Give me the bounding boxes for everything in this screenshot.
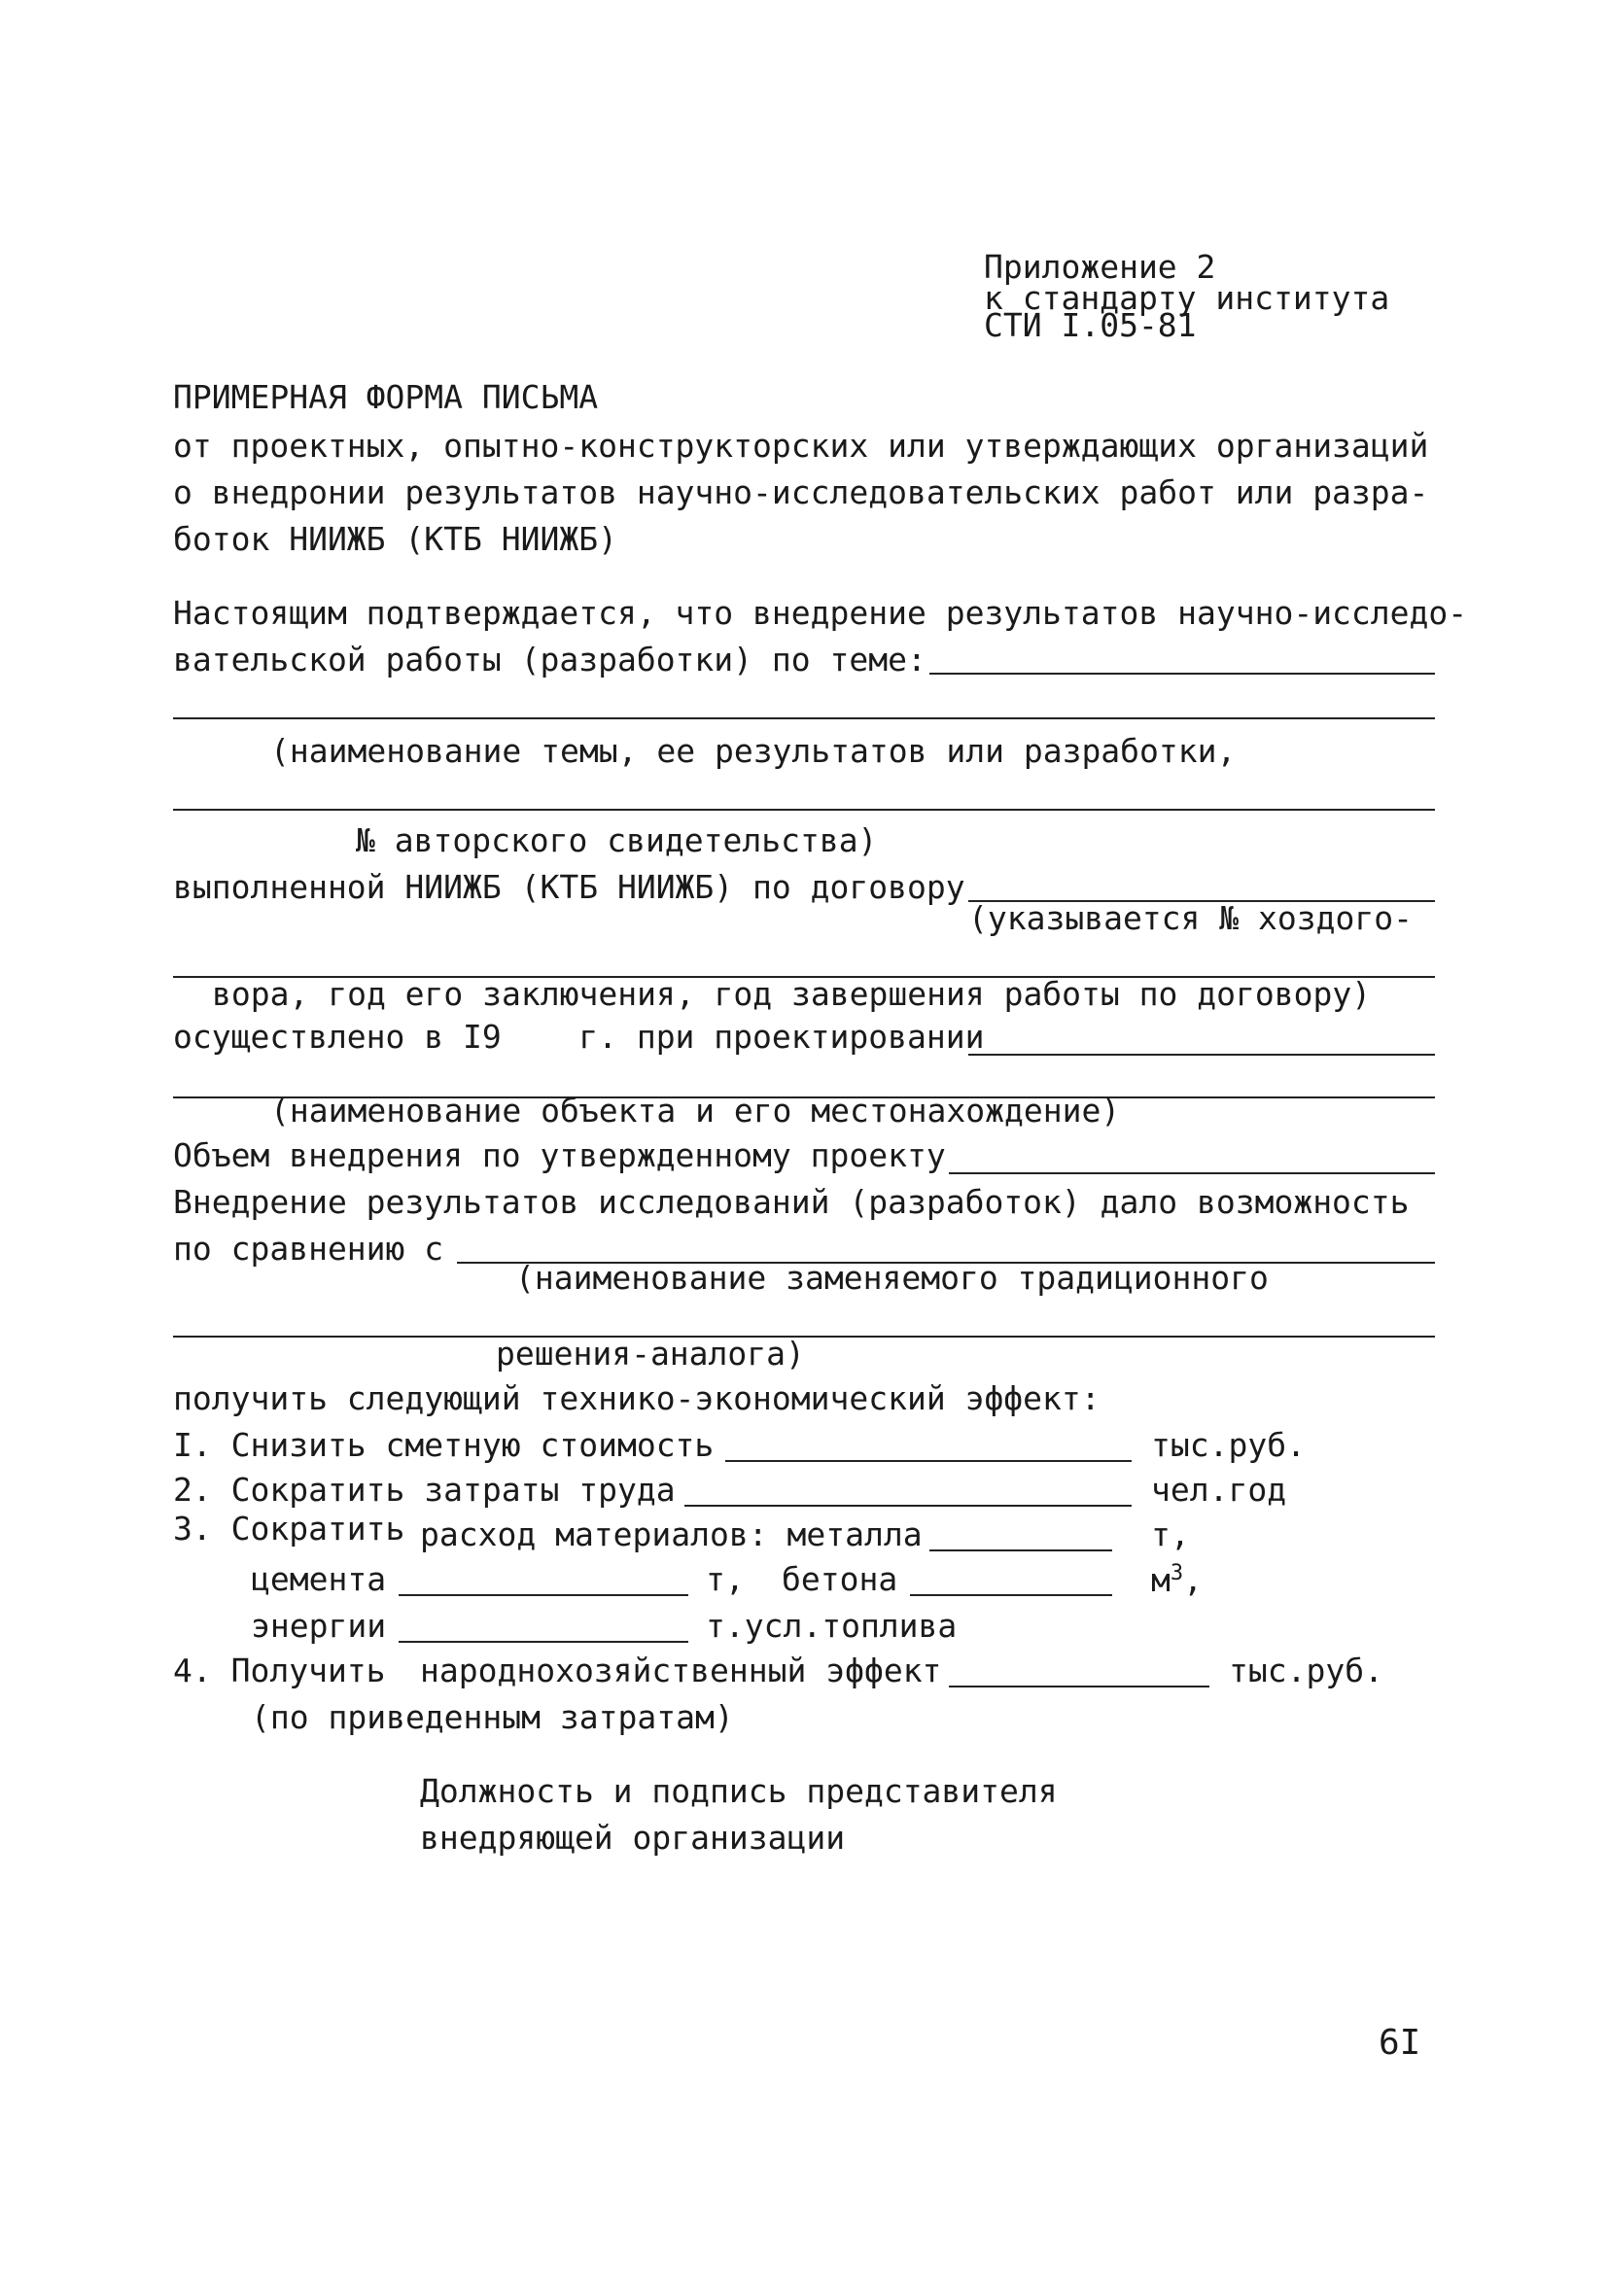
body-line-1: Настоящим подтверждается, что внедрение результатов научно-исследо-: [173, 594, 1468, 632]
item-4-label: 4. Получить: [173, 1652, 386, 1689]
page-number: 6I: [1379, 2023, 1421, 2063]
item-1-unit: тыс.руб.: [1151, 1426, 1306, 1464]
implemented-line: осуществлено в I9 г. при проектировании: [173, 1018, 985, 1056]
item-1-blank[interactable]: [725, 1460, 1132, 1462]
item-2-label: 2. Сократить затраты труда: [173, 1471, 676, 1509]
item-4-rest: народнохозяйственный эффект: [420, 1652, 942, 1689]
item-4-unit: тыс.руб.: [1229, 1652, 1383, 1689]
energy-unit: т.усл.топлива: [706, 1607, 958, 1645]
appendix-standard: к стандарту института: [984, 279, 1390, 317]
item-2-blank[interactable]: [684, 1505, 1132, 1507]
body-line-2: вательской работы (разработки) по теме:: [173, 641, 926, 678]
item-4-note: (по приведенным затратам): [251, 1698, 734, 1736]
signature-line-1: Должность и подпись представителя: [420, 1772, 1058, 1810]
subtitle-line-1: от проектных, опытно-конструкторских или утверждающих организаций: [173, 427, 1429, 465]
compare-line: по сравнению с: [173, 1230, 444, 1268]
metal-blank[interactable]: [929, 1549, 1112, 1551]
caption-contract-1: (указывается № хоздого-: [968, 899, 1413, 937]
item-4-blank[interactable]: [949, 1686, 1209, 1687]
energy-blank[interactable]: [399, 1641, 688, 1643]
caption-certificate: № авторского свидетельства): [356, 821, 878, 859]
cement-unit: т,: [706, 1560, 745, 1598]
theme-blank[interactable]: [929, 673, 1435, 675]
item-1-label: I. Снизить сметную стоимость: [173, 1426, 715, 1464]
caption-object: (наименование объекта и его местонахождение): [270, 1092, 1121, 1130]
caption-contract-2: вора, год его заключения, год завершения работы по договору): [212, 975, 1372, 1013]
design-blank[interactable]: [968, 1054, 1435, 1056]
page-title: ПРИМЕРНАЯ ФОРМА ПИСЬМА: [173, 378, 599, 416]
cement-blank[interactable]: [399, 1594, 688, 1596]
signature-line-2: внедряющей организации: [420, 1819, 846, 1857]
metal-unit: т,: [1151, 1515, 1190, 1553]
concrete-blank[interactable]: [910, 1594, 1112, 1596]
subtitle-line-3: боток НИИЖБ (КТБ НИИЖБ): [173, 520, 617, 558]
item-3-label: 3. Сократить: [173, 1510, 405, 1548]
energy-label: энергии: [251, 1607, 387, 1645]
certificate-blank[interactable]: [173, 809, 1435, 811]
subtitle-line-2: о внедронии результатов научно-исследовательских работ или разра-: [173, 473, 1429, 511]
volume-line: Объем внедрения по утвержденному проекту: [173, 1136, 946, 1174]
appendix-code: СТИ I.05-81: [984, 306, 1197, 344]
item-2-unit: чел.год: [1151, 1471, 1287, 1509]
concrete-label: бетона: [782, 1560, 898, 1598]
volume-blank[interactable]: [949, 1172, 1435, 1174]
theme-blank-2[interactable]: [173, 717, 1435, 719]
cement-label: цемента: [251, 1560, 387, 1598]
caption-compare-2: решения-аналога): [496, 1335, 805, 1373]
caption-theme: (наименование темы, ее результатов или разработки,: [270, 732, 1237, 770]
effect-heading: получить следующий технико-экономический эффект:: [173, 1379, 1101, 1417]
concrete-unit: $м^3$,: [1151, 1561, 1203, 1599]
effect-intro: Внедрение результатов исследований (разработок) дало возможность: [173, 1183, 1410, 1221]
appendix-number: Приложение 2: [984, 248, 1216, 286]
caption-compare-1: (наименование заменяемого традиционного: [515, 1259, 1269, 1297]
contract-line: выполненной НИИЖБ (КТБ НИИЖБ) по договору: [173, 868, 965, 906]
item-3-rest: расход материалов: металла: [420, 1515, 923, 1553]
